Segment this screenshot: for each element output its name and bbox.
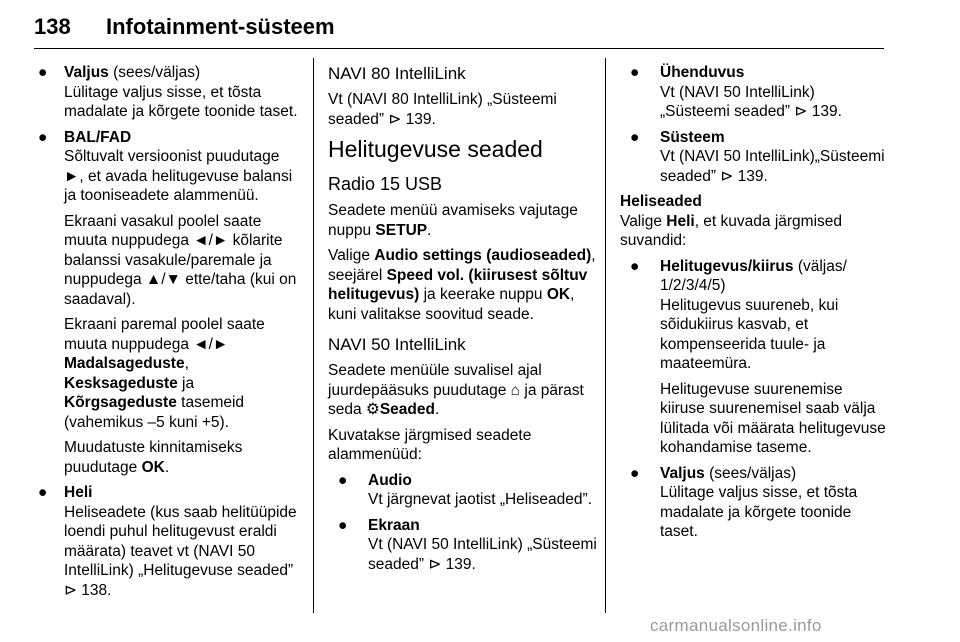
radio-heading: Radio 15 USB	[328, 174, 443, 194]
page-reference-icon: ⊳	[64, 581, 77, 599]
item-paragraph: Ekraani vasakul poolel saate muuta nuppudega ◄/► kõlarite balanssi vasakule/paremale ja nuppudega ▲/▼ ette/taha (kui on saadaval).	[64, 212, 297, 308]
bullet-icon: ●	[630, 257, 640, 275]
gear-icon: ⚙	[365, 401, 380, 418]
page-reference-icon: ⊳	[794, 103, 808, 120]
bullet-icon: ●	[38, 128, 48, 146]
column-left	[38, 63, 302, 606]
main-heading: Helitugevuse seaded	[328, 136, 543, 162]
navi50-paragraph: Kuvatakse järgmised seadete alammenüüd:	[328, 426, 532, 463]
page-reference-icon: ⊳	[388, 110, 402, 128]
bullet-icon: ●	[630, 128, 640, 146]
radio-paragraph: Valige Audio settings (audioseaded), seejärel Speed vol. (kiirusest sõltuv helitugevus) ja keerake nuppu OK, kuni valitakse soovitud seade.	[328, 247, 596, 323]
list-item-uhenduvus	[620, 63, 888, 122]
bullet-icon: ●	[338, 471, 348, 489]
item-label: Valjus	[660, 464, 705, 482]
page-header	[34, 14, 884, 50]
item-paragraph: Helitugevuse suurenemise kiiruse suurenemisel saab välja lülitada või määrata helitugevuse kohandamise taseme.	[660, 380, 886, 456]
item-label: BAL/FAD	[64, 128, 132, 146]
item-label: Süsteem	[660, 128, 725, 146]
column-middle	[328, 63, 604, 580]
item-paragraph: Sõltuvalt versioonist puudutage ►, et avada helitugevuse balansi ja tooniseadete alammenüü.	[64, 148, 293, 204]
column-right	[620, 63, 888, 548]
item-paragraph: Ekraani paremal poolel saate muuta nuppudega ◄/► Madalsageduste, Kesksageduste ja Kõrgsageduste tasemeid (vahemikus –5 kuni +5).	[64, 316, 265, 431]
up-down-arrows-icon: ▲/▼	[145, 271, 181, 288]
watermark: carmanualsonline.info	[650, 616, 822, 635]
list-item-heli	[38, 483, 302, 600]
item-description: Heliseadete (kus saab helitüüpide loendi puhul helitugevust eraldi määrata) teavet vt (NAVI 50 IntelliLink) „Helitugevuse seaded” ⊳ 138.	[64, 503, 297, 599]
item-paragraph: Helitugevus suureneb, kui sõidukiirus kasvab, et kompenseerida tuule- ja maateemüra.	[660, 296, 839, 372]
column-divider-2	[605, 58, 606, 613]
column-divider-1	[313, 58, 314, 613]
item-paragraph: Muudatuste kinnitamiseks puudutage OK.	[64, 439, 243, 476]
navi80-heading: NAVI 80 IntelliLink	[328, 64, 466, 83]
left-right-arrows-icon: ◄/►	[193, 335, 229, 353]
page-reference-icon: ⊳	[428, 555, 442, 573]
item-description: Lülitage valjus sisse, et tõsta madalate ja kõrgete toonide taset.	[660, 484, 858, 540]
list-item-valjus: ● Valjus (sees/väljas) Lülitage valjus sisse, et tõsta madalate ja kõrgete toonide taset.	[38, 63, 302, 122]
page-number: 138	[34, 14, 71, 39]
item-label: Ekraan	[368, 516, 420, 534]
list-item-ekraan	[328, 516, 604, 575]
item-description: Vt (NAVI 50 IntelliLink) „Süsteemi seaded” ⊳ 139.	[368, 536, 597, 573]
list-item-valjus: ● Valjus (sees/väljas) Lülitage valjus sisse, et tõsta madalate ja kõrgete toonide taset.	[620, 464, 888, 542]
bullet-icon: ●	[38, 64, 48, 81]
heliseaded-heading: Heliseaded	[620, 193, 702, 210]
item-description: Lülitage valjus sisse, et tõsta madalate ja kõrgete toonide taset.	[64, 83, 298, 120]
bullet-icon: ●	[38, 484, 48, 501]
bullet-icon: ●	[630, 464, 640, 482]
bullet-icon: ●	[338, 516, 348, 534]
play-right-icon: ►	[64, 167, 80, 185]
list-item-susteem	[620, 128, 888, 187]
item-label: Valjus	[64, 64, 109, 81]
item-description: Vt (NAVI 50 IntelliLink)„Süsteemi seaded” ⊳ 139.	[660, 148, 885, 185]
left-right-arrows-icon: ◄/►	[193, 232, 229, 249]
section-title: Infotainment-süsteem	[106, 14, 335, 39]
item-label: Ühenduvus	[660, 64, 745, 81]
list-item-helitugevus-kiirus: ● Helitugevus/kiirus (väljas/ 1/2/3/4/5) Helitugevus suureneb, kui sõidukiirus kasvab, et kompenseerida tuule- ja maateemüra. Helitugevuse suurenemise kiiruse suurenemisel saab välja lülitada või määrata helitugevuse kohandamise taseme.	[620, 257, 888, 458]
navi50-heading: NAVI 50 IntelliLink	[328, 335, 466, 354]
item-description: Vt (NAVI 50 IntelliLink) „Süsteemi seaded” ⊳ 139.	[660, 83, 842, 120]
navi80-text: Vt (NAVI 80 IntelliLink) „Süsteemi seaded” ⊳ 139.	[328, 91, 557, 128]
item-description: Vt järgnevat jaotist „Heliseaded”.	[368, 491, 593, 508]
header-rule	[34, 48, 884, 49]
list-item-audio	[328, 471, 604, 510]
bullet-icon: ●	[630, 64, 640, 81]
item-label: Heli	[64, 484, 93, 501]
home-icon: ⌂	[510, 381, 521, 399]
item-label: Audio	[368, 471, 412, 489]
page-reference-icon: ⊳	[720, 167, 734, 185]
radio-paragraph: Seadete menüü avamiseks vajutage nuppu SETUP.	[328, 202, 578, 239]
heliseaded-paragraph: Valige Heli, et kuvada järgmised suvandid:	[620, 212, 843, 249]
navi50-paragraph: Seadete menüüle suvalisel ajal juurdepääsuks puudutage ⌂ ja pärast seda ⚙Seaded.	[328, 362, 584, 418]
list-item-balfad	[38, 128, 302, 478]
item-label: Helitugevus/kiirus	[660, 257, 794, 275]
